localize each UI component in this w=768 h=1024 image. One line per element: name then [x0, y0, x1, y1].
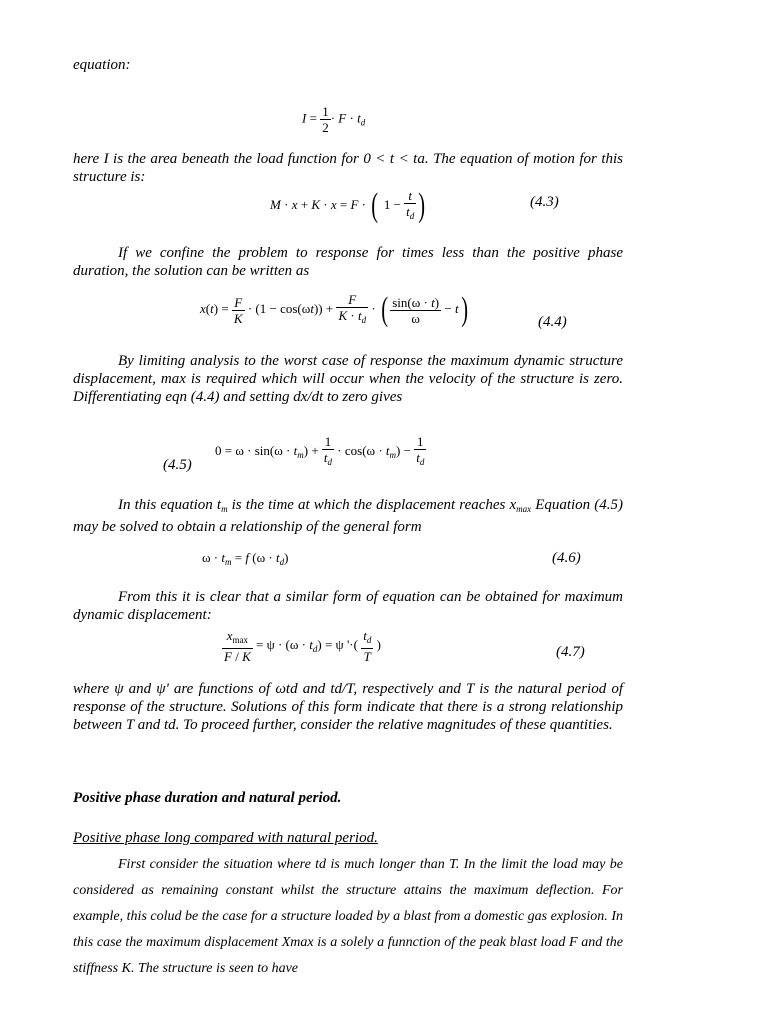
eqnum-4-6: (4.6)	[552, 550, 581, 566]
paragraph-similar: From this it is clear that a similar form of equation can be obtained for maximum dynamic displacement:	[73, 589, 623, 623]
paragraph-tm	[73, 496, 623, 536]
equation-impulse: I = $\frac{1}{2}$ · $F \cdot t_d$	[302, 104, 366, 135]
paragraph-analysis: By limiting analysis to the worst case of response the maximum dynamic structure displacement, max is required which will occur when the velocity of the structure is zero. Differentiating eqn (4.4) and setting dx/dt to zero gives	[73, 353, 623, 405]
text-equation-intro: equation:	[73, 57, 131, 73]
paragraph-long-phase: First consider the situation where td is much longer than T. In the limit the load may be considered as remaining constant whilst the structure attains the maximum deflection. For example, this colud be the case for a structure loaded by a blast from a domestic gas explosion. In this case the maximum displacement Xmax is a solely a funnction of the peak blast load F and the stiffness K. The structure is seen to have	[73, 857, 623, 976]
eqnum-4-7: (4.7)	[556, 644, 585, 660]
paragraph-motion: here I is the area beneath the load function for 0 < t < ta. The equation of motion for this structure is:	[73, 151, 623, 185]
paragraph-solution: If we confine the problem to response for times less than the positive phase duration, the solution can be written as	[73, 245, 623, 279]
text-tm-a: In this equation t	[118, 497, 222, 513]
eqnum-4-3: (4.3)	[530, 194, 559, 210]
equation-4-6: $\omega \cdot t_m = f$ $(\omega \cdot t_d)$	[202, 550, 289, 567]
text-tm-c: Equation (4.5) may be solved to obtain a relationship of the general form	[73, 497, 624, 535]
section-heading: Positive phase duration and natural period.	[73, 790, 342, 806]
paragraph-where: where ψ and ψ' are functions of ωtd and td/T, respectively and T is the natural period of response of the structure. Solutions of this form indicate that there is a strong relationship between T and td. To proceed further, consider the relative magnitudes of these quantities.	[73, 681, 623, 733]
equation-4-7: $\frac{x_{max}}{F / K}$ = $\psi \cdot (\omega \cdot t_d) = \psi$ '·( $\frac{t_d}{T}$ )	[224, 628, 381, 664]
equation-4-5: $0 = \omega \cdot \sin(\omega \cdot t_m)$ + $\frac{1}{t_d}$ · $\cos(\omega \cdot t_m)$ − $\frac{1}{t_d}$	[215, 434, 425, 467]
eqnum-4-4: (4.4)	[538, 314, 567, 330]
eqnum-4-5: (4.5)	[163, 457, 192, 473]
equation-4-3: M · x + K · x = F · ( 1 − $\frac{t}{t_d}$ )	[270, 187, 426, 224]
subsection-heading: Positive phase long compared with natural period.	[73, 830, 378, 846]
equation-4-4: x(t) = $\frac{F}{K}$ · (1 − cos(ωt)) + $\frac{F}{K \cdot t_d}$ · ( $\frac{\sin(\omega \cdot t)}{\omega}$ − t)	[200, 291, 468, 328]
sub-max: max	[516, 504, 532, 514]
sub-m: m	[221, 504, 228, 514]
text-tm-b: is the time at which the displacement reaches x	[227, 497, 517, 513]
